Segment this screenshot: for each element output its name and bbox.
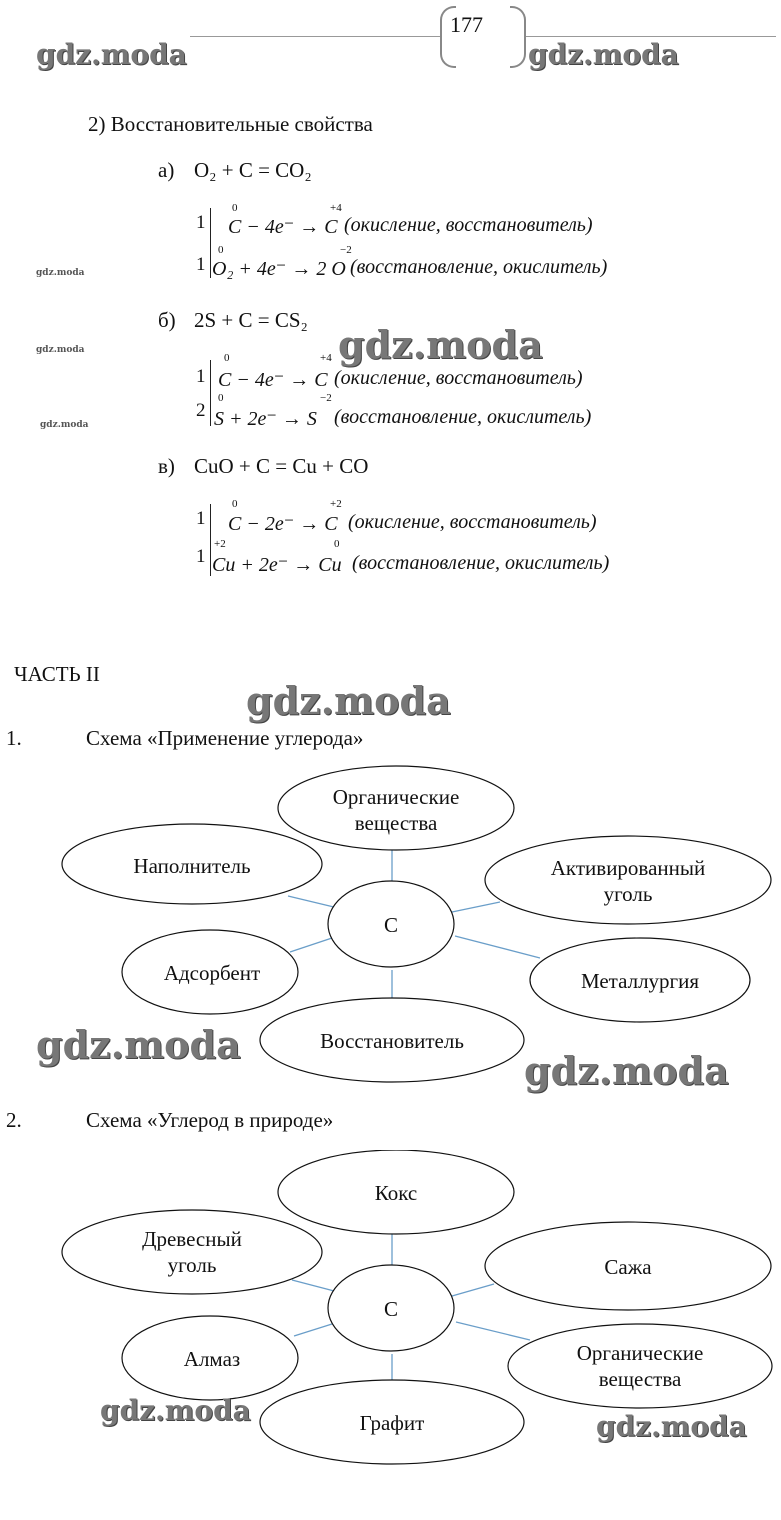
connector-line <box>288 896 338 908</box>
coefficient: 2 <box>196 400 206 421</box>
oxidation-state: 0 <box>232 498 238 510</box>
carbon-in-nature-diagram <box>0 1150 781 1510</box>
half-reaction-note: (восстановление, окислитель) <box>334 406 592 428</box>
oxidation-state: +2 <box>214 538 226 550</box>
balance-bar <box>210 360 211 426</box>
node-label: Кокс <box>374 1181 418 1205</box>
connector-line <box>294 1324 332 1336</box>
watermark: gdz.moda <box>36 268 85 278</box>
half-reaction-note: (окисление, восстановитель) <box>334 367 583 389</box>
item-label: б) <box>158 308 176 332</box>
watermark: gdz.moda <box>524 1048 729 1093</box>
node-label: Графит <box>359 1411 425 1435</box>
node-label: уголь <box>167 1253 217 1277</box>
oxidation-state: 0 <box>218 244 224 256</box>
half-reaction-formula: C − 4e⁻ → C <box>228 216 338 238</box>
equation: O₂ + C = CO₂ <box>194 158 312 182</box>
task-number: 2. <box>6 1108 22 1132</box>
coefficient: 1 <box>196 508 206 529</box>
watermark: gdz.moda <box>528 38 679 71</box>
half-reaction-formula: S + 2e⁻ → S <box>214 408 317 430</box>
coefficient: 1 <box>196 212 206 233</box>
node-label: Органические <box>576 1341 704 1365</box>
header-rule-right <box>526 36 776 37</box>
node-label: Наполнитель <box>133 854 251 878</box>
oxidation-state: 0 <box>224 352 230 364</box>
watermark: gdz.moda <box>36 345 85 355</box>
node-ellipse <box>485 836 771 924</box>
equation: 2S + C = CS₂ <box>194 308 308 332</box>
page-number: 177 <box>450 12 483 37</box>
task-title: Схема «Углерод в природе» <box>86 1108 334 1132</box>
section-heading: 2) Восстановительные свойства <box>88 112 373 136</box>
coefficient: 1 <box>196 546 206 567</box>
oxidation-state: 0 <box>232 202 238 214</box>
watermark: gdz.moda <box>338 322 543 367</box>
equation: CuO + C = Cu + CO <box>194 454 369 478</box>
connector-line <box>452 1284 494 1296</box>
node-label: вещества <box>598 1367 682 1391</box>
task-number: 1. <box>6 726 22 750</box>
oxidation-state: 0 <box>334 538 340 550</box>
node-label: Органические <box>332 785 460 809</box>
coefficient: 1 <box>196 366 206 387</box>
oxidation-state: −2 <box>340 244 352 256</box>
half-reaction-note: (окисление, восстановитель) <box>348 511 597 533</box>
coefficient: 1 <box>196 254 206 275</box>
node-ellipse <box>62 1210 322 1294</box>
node-label: Адсорбент <box>163 961 261 985</box>
center-label: C <box>383 1297 399 1321</box>
node-label: уголь <box>603 882 653 906</box>
item-label: а) <box>158 158 175 182</box>
task-title: Схема «Применение углерода» <box>86 726 364 750</box>
connector-line <box>290 938 332 952</box>
oxidation-state: +4 <box>320 352 332 364</box>
oxidation-state: +2 <box>330 498 342 510</box>
half-reaction-note: (восстановление, окислитель) <box>350 256 608 278</box>
watermark: gdz.moda <box>40 420 89 430</box>
part-heading: ЧАСТЬ II <box>14 662 100 686</box>
node-label: вещества <box>354 811 438 835</box>
half-reaction-note: (окисление, восстановитель) <box>344 214 593 236</box>
header-rule-left <box>190 36 440 37</box>
connector-line <box>452 902 500 912</box>
watermark: gdz.moda <box>36 1022 241 1067</box>
connector-line <box>455 936 540 958</box>
connector-line <box>292 1280 338 1292</box>
half-reaction-formula: C − 4e⁻ → C <box>218 369 328 391</box>
node-label: Металлургия <box>580 969 700 993</box>
balance-bar <box>210 504 211 576</box>
node-label: Алмаз <box>183 1347 241 1371</box>
node-label: Сажа <box>604 1255 652 1279</box>
item-label: в) <box>158 454 175 478</box>
watermark: gdz.moda <box>100 1394 251 1427</box>
node-ellipse <box>508 1324 772 1408</box>
half-reaction-note: (восстановление, окислитель) <box>352 552 610 574</box>
center-label: C <box>383 913 399 937</box>
watermark: gdz.moda <box>596 1410 747 1443</box>
oxidation-state: +4 <box>330 202 342 214</box>
oxidation-state: 0 <box>218 392 224 404</box>
node-label: Активированный <box>550 856 706 880</box>
node-label: Древесный <box>142 1227 242 1251</box>
connector-line <box>456 1322 530 1340</box>
half-reaction-formula: O₂ + 4e⁻ → 2 O <box>212 258 346 280</box>
half-reaction-formula: Cu + 2e⁻ → Cu <box>212 554 342 576</box>
half-reaction-formula: C − 2e⁻ → C <box>228 513 338 535</box>
oxidation-state: −2 <box>320 392 332 404</box>
balance-bar <box>210 208 211 278</box>
page-number-bracket-right <box>510 6 526 68</box>
watermark: gdz.moda <box>246 678 451 723</box>
watermark: gdz.moda <box>36 38 187 71</box>
node-label: Восстановитель <box>320 1029 464 1053</box>
